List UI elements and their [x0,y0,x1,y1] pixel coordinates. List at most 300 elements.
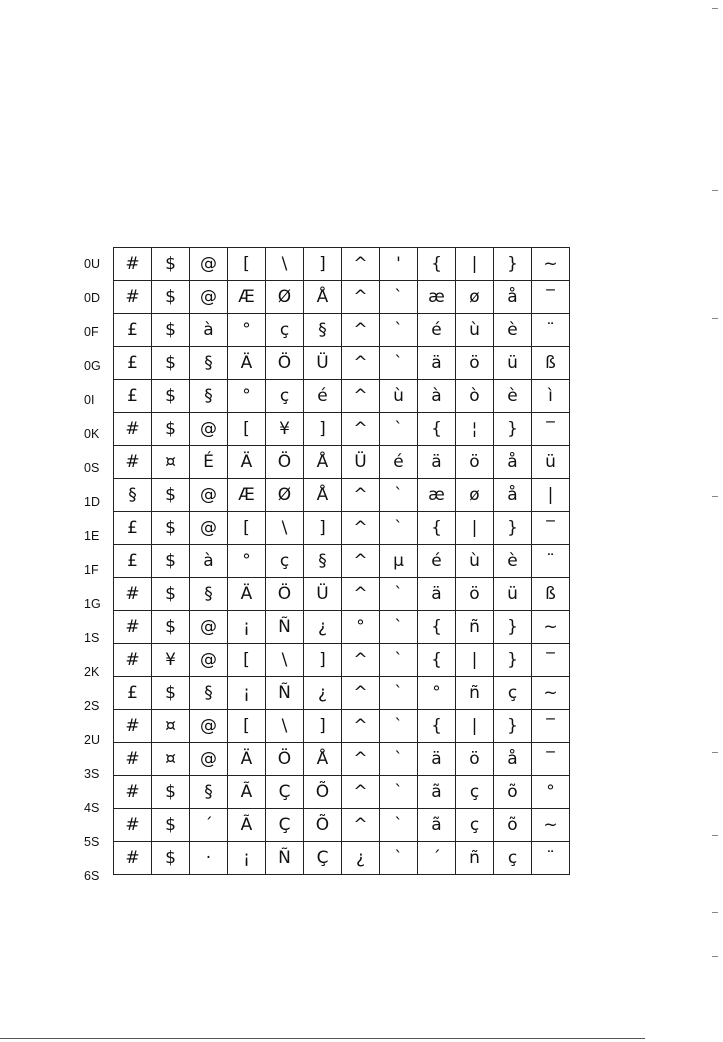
char-glyph: ` [394,352,403,373]
char-cell [266,479,304,512]
char-glyph: ~ [543,682,558,703]
table-row [114,347,570,380]
char-cell [266,314,304,347]
char-cell [380,512,418,545]
char-cell [190,809,228,842]
char-glyph: ^ [353,517,368,538]
char-glyph: ù [469,319,480,340]
char-glyph: ^ [353,649,368,670]
char-cell [114,347,152,380]
char-cell [494,512,532,545]
edge-mark [712,835,718,836]
char-glyph: | [471,517,478,538]
char-glyph: ¥ [279,418,290,439]
char-cell [228,380,266,413]
char-glyph: · [205,847,212,868]
char-glyph: ^ [353,253,368,274]
char-glyph: } [507,649,518,670]
char-glyph: { [431,616,442,637]
table-row [114,809,570,842]
char-glyph: à [203,550,214,571]
char-glyph: | [471,715,478,736]
char-glyph: ç [507,847,518,868]
char-cell [532,512,570,545]
char-cell [380,842,418,875]
char-glyph: ` [394,748,403,769]
char-cell [456,281,494,314]
char-cell [266,512,304,545]
char-glyph: \ [281,649,288,670]
char-glyph: { [431,418,442,439]
char-glyph: ö [469,583,480,604]
char-glyph: ì [548,385,553,406]
char-glyph: ` [394,847,403,868]
char-glyph: ° [242,319,251,340]
char-glyph: { [431,517,442,538]
char-glyph: ¨ [546,550,555,571]
char-glyph: ` [394,682,403,703]
char-cell [380,413,418,446]
char-cell [342,413,380,446]
char-glyph: Ä [240,451,253,472]
char-cell [380,743,418,776]
char-cell [228,446,266,479]
char-glyph: ã [431,781,442,802]
char-glyph: Ã [240,781,253,802]
char-glyph: ^ [353,550,368,571]
char-cell [380,644,418,677]
char-glyph: ` [394,517,403,538]
char-cell [114,380,152,413]
char-cell [114,248,152,281]
char-glyph: É [203,451,214,472]
char-cell [342,380,380,413]
char-cell [342,842,380,875]
char-cell [456,842,494,875]
char-cell [456,347,494,380]
char-cell [152,314,190,347]
char-cell [380,380,418,413]
char-glyph: | [471,649,478,670]
char-glyph: } [507,616,518,637]
char-glyph: § [204,583,213,604]
char-cell [228,347,266,380]
char-cell [304,611,342,644]
char-glyph: ‾ [546,418,555,439]
char-cell [228,578,266,611]
char-cell [152,281,190,314]
char-cell [190,644,228,677]
char-glyph: ã [431,814,442,835]
char-glyph: Ä [240,352,253,373]
char-glyph: å [507,748,518,769]
char-cell [114,446,152,479]
char-cell [304,710,342,743]
char-cell [380,347,418,380]
char-glyph: [ [243,418,250,439]
char-glyph: ^ [353,286,368,307]
char-cell [494,776,532,809]
char-cell [532,314,570,347]
char-cell [152,809,190,842]
char-cell [152,677,190,710]
char-cell [456,776,494,809]
char-cell [494,644,532,677]
char-glyph: ` [394,286,403,307]
char-glyph: è [507,319,518,340]
char-cell [494,809,532,842]
char-glyph: ~ [543,616,558,637]
char-cell [304,842,342,875]
char-glyph: ° [432,682,441,703]
char-glyph: ¡ [243,847,250,868]
char-glyph: ñ [469,847,480,868]
char-cell [456,413,494,446]
char-glyph: ° [546,781,555,802]
char-cell [532,347,570,380]
char-glyph: ¤ [165,748,176,769]
table-row [114,314,570,347]
char-cell [190,413,228,446]
char-cell [418,644,456,677]
char-cell [380,611,418,644]
char-cell [190,347,228,380]
char-cell [304,743,342,776]
char-glyph: Ñ [278,847,291,868]
char-cell [266,380,304,413]
char-glyph: ù [393,385,404,406]
char-glyph: $ [165,253,176,274]
char-cell [228,545,266,578]
char-glyph: } [507,418,518,439]
char-cell [456,611,494,644]
char-cell [494,578,532,611]
char-cell [266,809,304,842]
char-cell [342,578,380,611]
char-glyph: å [507,451,518,472]
char-glyph: # [125,748,140,769]
char-glyph: ¿ [355,847,366,868]
char-glyph: $ [165,484,176,505]
char-glyph: § [318,550,327,571]
char-cell [114,743,152,776]
char-cell [494,413,532,446]
char-glyph: Å [316,484,329,505]
char-glyph: à [431,385,442,406]
char-glyph: ¿ [317,682,328,703]
char-cell [190,545,228,578]
char-glyph: Æ [238,484,255,505]
table-row [114,644,570,677]
char-glyph: Ä [240,583,253,604]
char-glyph: Å [316,748,329,769]
table-row [114,413,570,446]
char-glyph: § [204,682,213,703]
char-glyph: ^ [353,583,368,604]
char-cell [228,677,266,710]
char-cell [152,512,190,545]
char-glyph: ¿ [317,616,328,637]
char-glyph: ç [279,319,290,340]
char-glyph: [ [243,517,250,538]
char-glyph: | [547,484,554,505]
char-cell [380,446,418,479]
char-glyph: ^ [353,352,368,373]
char-cell [532,248,570,281]
char-glyph: ñ [469,616,480,637]
char-glyph: ^ [353,682,368,703]
char-cell [342,446,380,479]
char-glyph: Ä [240,748,253,769]
char-cell [152,446,190,479]
char-cell [532,380,570,413]
char-cell [266,281,304,314]
char-cell [456,644,494,677]
char-glyph: Ü [316,352,329,373]
char-glyph: Ç [278,781,291,802]
char-cell [114,677,152,710]
row-label: 0G [84,359,101,373]
char-glyph: $ [165,286,176,307]
char-cell [304,281,342,314]
char-cell [266,644,304,677]
char-glyph: ç [279,550,290,571]
row-label: 1F [84,563,99,577]
char-cell [152,743,190,776]
char-cell [380,248,418,281]
char-glyph: é [431,550,442,571]
char-glyph: $ [165,319,176,340]
char-glyph: ^ [353,814,368,835]
char-glyph: ¤ [165,451,176,472]
char-cell [342,347,380,380]
char-cell [418,347,456,380]
char-glyph: # [125,583,140,604]
char-cell [456,314,494,347]
char-glyph: $ [165,517,176,538]
char-glyph: Ö [277,352,292,373]
char-glyph: ` [394,484,403,505]
char-cell [380,677,418,710]
char-glyph: # [125,616,140,637]
char-glyph: Ã [240,814,253,835]
char-glyph: @ [200,484,217,505]
char-cell [494,446,532,479]
char-cell [114,413,152,446]
char-glyph: ü [507,352,518,373]
char-cell [380,314,418,347]
char-glyph: § [204,781,213,802]
char-glyph: ä [431,451,442,472]
row-label: 1D [84,495,100,509]
char-glyph: @ [200,253,217,274]
char-cell [190,248,228,281]
row-label: 3S [84,767,100,781]
char-cell [494,248,532,281]
char-glyph: # [125,253,140,274]
char-cell [114,710,152,743]
char-glyph: $ [165,847,176,868]
char-glyph: § [204,352,213,373]
char-glyph: ^ [353,418,368,439]
char-cell [418,314,456,347]
char-cell [342,512,380,545]
char-cell [190,479,228,512]
char-cell [532,413,570,446]
char-cell [152,710,190,743]
table-row [114,578,570,611]
char-glyph: } [507,715,518,736]
char-glyph: { [431,715,442,736]
char-glyph: ¦ [471,418,478,439]
table-row [114,611,570,644]
table-row [114,380,570,413]
char-glyph: ø [469,484,480,505]
char-glyph: ‾ [546,715,555,736]
char-cell [418,611,456,644]
edge-mark [712,956,718,957]
row-label: 0U [84,257,100,271]
char-cell [418,710,456,743]
char-glyph: ¨ [546,319,555,340]
row-label: 0D [84,291,100,305]
char-cell [456,479,494,512]
char-glyph: ] [319,649,326,670]
char-glyph: ] [319,517,326,538]
char-glyph: æ [428,286,445,307]
char-cell [380,479,418,512]
char-glyph: å [507,484,518,505]
char-glyph: Õ [315,781,330,802]
table-row [114,677,570,710]
char-glyph: Ç [278,814,291,835]
char-cell [228,743,266,776]
char-cell [152,347,190,380]
char-glyph: [ [243,649,250,670]
char-glyph: £ [127,319,138,340]
row-label: 2K [84,665,100,679]
char-glyph: ` [394,781,403,802]
char-glyph: Ö [277,583,292,604]
char-cell [456,446,494,479]
char-glyph: é [393,451,404,472]
char-cell [532,776,570,809]
row-label: 4S [84,801,100,815]
char-cell [152,644,190,677]
char-cell [114,479,152,512]
char-glyph: $ [165,352,176,373]
char-glyph: Ç [316,847,329,868]
row-label: 0S [84,461,100,475]
char-glyph: ] [319,253,326,274]
char-cell [342,479,380,512]
char-cell [152,380,190,413]
edge-mark [712,496,718,497]
char-glyph: $ [165,616,176,637]
char-cell [228,413,266,446]
char-glyph: ¥ [165,649,176,670]
char-glyph: £ [127,550,138,571]
char-glyph: Å [316,451,329,472]
char-cell [266,842,304,875]
char-glyph: µ [393,550,404,571]
char-cell [114,512,152,545]
char-glyph: } [507,253,518,274]
row-label: 5S [84,835,100,849]
char-cell [304,578,342,611]
char-glyph: # [125,814,140,835]
char-cell [418,578,456,611]
row-label: 0K [84,427,100,441]
char-glyph: ` [394,418,403,439]
char-cell [304,545,342,578]
char-glyph: £ [127,385,138,406]
char-glyph: ` [394,649,403,670]
char-cell [342,644,380,677]
char-glyph: õ [507,814,518,835]
char-glyph: ´ [204,814,213,835]
char-cell [380,776,418,809]
char-cell [532,842,570,875]
char-cell [532,446,570,479]
char-cell [266,248,304,281]
row-label: 0F [84,325,99,339]
char-glyph: @ [200,748,217,769]
char-glyph: ` [394,319,403,340]
char-glyph: { [431,253,442,274]
char-cell [456,578,494,611]
table-row [114,710,570,743]
char-glyph: ‾ [546,286,555,307]
char-glyph: ù [469,550,480,571]
char-cell [304,479,342,512]
char-cell [152,545,190,578]
char-cell [532,677,570,710]
char-cell [380,710,418,743]
char-glyph: æ [428,484,445,505]
char-glyph: Ö [277,451,292,472]
char-glyph: £ [127,352,138,373]
char-glyph: ] [319,715,326,736]
char-cell [380,809,418,842]
table-row [114,281,570,314]
char-cell [494,677,532,710]
char-glyph: Ø [277,484,292,505]
char-glyph: ø [469,286,480,307]
char-cell [532,281,570,314]
char-cell [494,611,532,644]
char-glyph: ä [431,583,442,604]
char-cell [418,380,456,413]
edge-mark [712,912,718,913]
char-cell [190,512,228,545]
char-glyph: ° [356,616,365,637]
row-label: 2U [84,733,100,747]
char-cell [152,578,190,611]
char-cell [342,248,380,281]
char-cell [532,545,570,578]
char-glyph: \ [281,517,288,538]
char-cell [456,710,494,743]
char-glyph: Ü [316,583,329,604]
character-set-table [113,247,570,875]
char-cell [304,248,342,281]
char-cell [152,842,190,875]
table-row [114,479,570,512]
char-glyph: ñ [469,682,480,703]
char-cell [228,281,266,314]
char-cell [342,314,380,347]
